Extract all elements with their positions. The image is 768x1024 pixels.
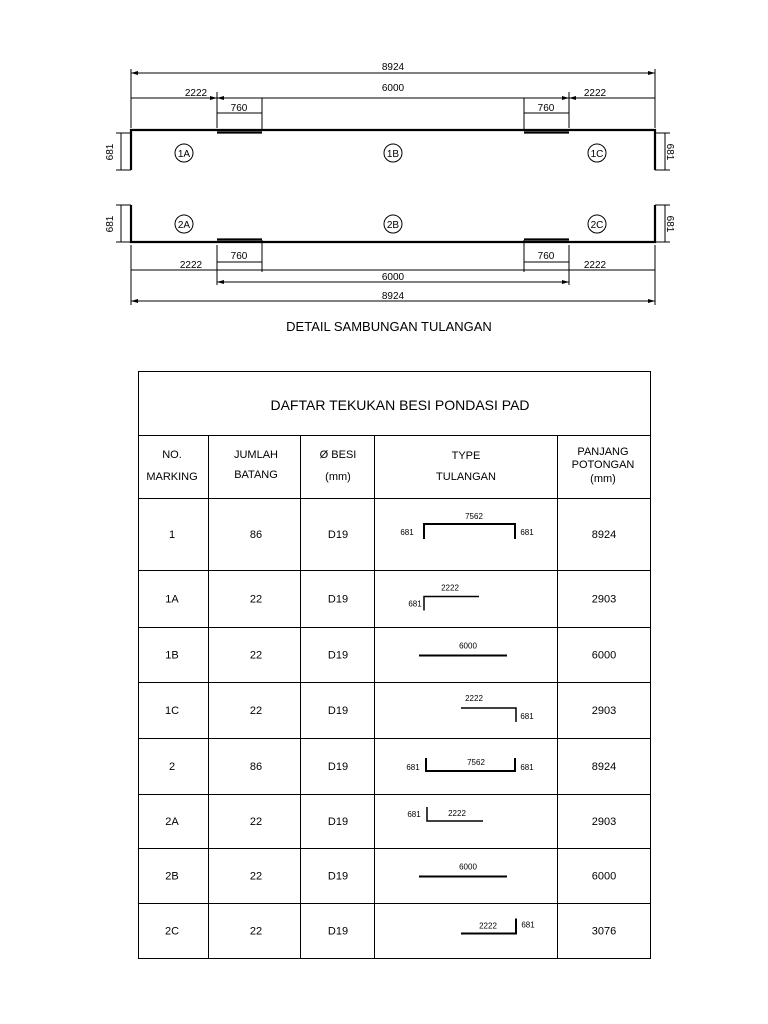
cell-jumlah: 22 [249,649,263,662]
shape-length-label: 7562 [465,512,483,521]
header-panjang-mm: (mm) [590,473,616,485]
table-body [165,512,616,938]
header-no: NO. [162,449,182,461]
cell-diameter: D19 [327,705,349,717]
cell-jumlah: 22 [249,925,263,938]
cell-panjang: 8924 [591,761,617,773]
overall-dim-bottom: 8924 [381,291,405,302]
shape-length-label: 2222 [465,694,483,703]
shape-length-label: 2222 [479,921,497,931]
cell-panjang: 2903 [591,816,617,828]
cell-marking: 2B [165,870,179,883]
middle-dim-top: 6000 [381,83,405,94]
cell-diameter: D19 [327,870,349,883]
lap-dim-bottom-left: 760 [230,251,248,262]
lap-dim-top-right: 760 [537,103,555,114]
cell-marking: 2C [164,925,180,938]
marking-1c: 1C [590,149,604,160]
hook-dim-top-right: 681 [664,143,675,161]
header-panjang: PANJANG [577,446,629,458]
cell-jumlah: 22 [249,816,263,828]
marking-2b: 2B [386,220,400,231]
hook-dim-bottom-left: 681 [105,215,116,233]
header-marking: MARKING [146,471,198,483]
hook-dim-top-left: 681 [105,143,116,161]
cell-jumlah: 86 [249,761,263,773]
side-dim-bottom-right: 2222 [583,260,607,271]
shape-hook-label-left: 681 [400,528,414,537]
hook-dim-bottom-right: 681 [664,215,675,233]
marking-2c: 2C [590,220,604,231]
cell-marking: 1 [168,529,176,541]
cell-panjang: 6000 [591,870,617,883]
shape-length-label: 2222 [441,583,459,593]
header-mm: (mm) [325,471,351,483]
detail-caption: DETAIL SAMBUNGAN TULANGAN [286,319,492,334]
cell-marking: 2 [168,761,176,773]
shape-hook-label: 681 [520,712,534,721]
header-batang: BATANG [234,469,278,481]
cell-jumlah: 22 [249,705,263,717]
marking-2a: 2A [177,220,191,231]
shape-length-label: 7562 [467,758,485,767]
cell-jumlah: 22 [249,870,263,883]
cell-diameter: D19 [327,593,349,606]
cell-diameter: D19 [327,529,349,541]
shape-length-label: 2222 [448,809,466,818]
cell-diameter: D19 [327,925,349,938]
shape-hook-label: 681 [408,599,422,609]
cell-jumlah: 22 [249,593,263,606]
cell-diameter: D19 [327,816,349,828]
shape-hook-label: 681 [407,810,421,819]
bar-shape [424,597,479,611]
shape-length-label: 6000 [459,862,477,872]
shape-length-label: 6000 [459,641,477,651]
header-jumlah: JUMLAH [233,449,279,461]
marking-1a: 1A [177,149,191,160]
cell-diameter: D19 [327,761,349,773]
header-potongan: POTONGAN [571,459,635,471]
cell-panjang: 2903 [591,705,617,717]
side-dim-top-left: 2222 [184,88,208,99]
cell-marking: 1B [165,649,179,662]
cell-marking: 2A [165,816,179,828]
header-tulangan: TULANGAN [436,471,496,483]
header-type: TYPE [451,450,481,462]
overall-dim-top: 8924 [381,62,405,73]
side-dim-bottom-left: 2222 [179,260,203,271]
header-besi: Ø BESI [319,449,357,461]
cell-diameter: D19 [327,649,349,662]
cell-panjang: 3076 [591,925,617,938]
cell-jumlah: 86 [249,529,263,541]
side-dim-top-right: 2222 [583,88,607,99]
shape-hook-label-right: 681 [520,528,534,537]
lap-dim-bottom-right: 760 [537,251,555,262]
middle-dim-bottom: 6000 [381,272,405,283]
cell-panjang: 8924 [591,529,617,541]
table-title: DAFTAR TEKUKAN BESI PONDASI PAD [270,397,530,413]
marking-1b: 1B [386,149,400,160]
cell-marking: 1C [164,705,180,717]
shape-hook-label-left: 681 [406,763,420,772]
shape-hook-label-right: 681 [520,763,534,772]
cell-marking: 1A [165,593,179,606]
bar-shape [424,524,515,539]
cell-panjang: 6000 [591,649,617,662]
shape-hook-label: 681 [521,920,535,930]
bar-shape [461,708,516,722]
cell-panjang: 2903 [591,593,617,606]
lap-dim-top-left: 760 [230,103,248,114]
